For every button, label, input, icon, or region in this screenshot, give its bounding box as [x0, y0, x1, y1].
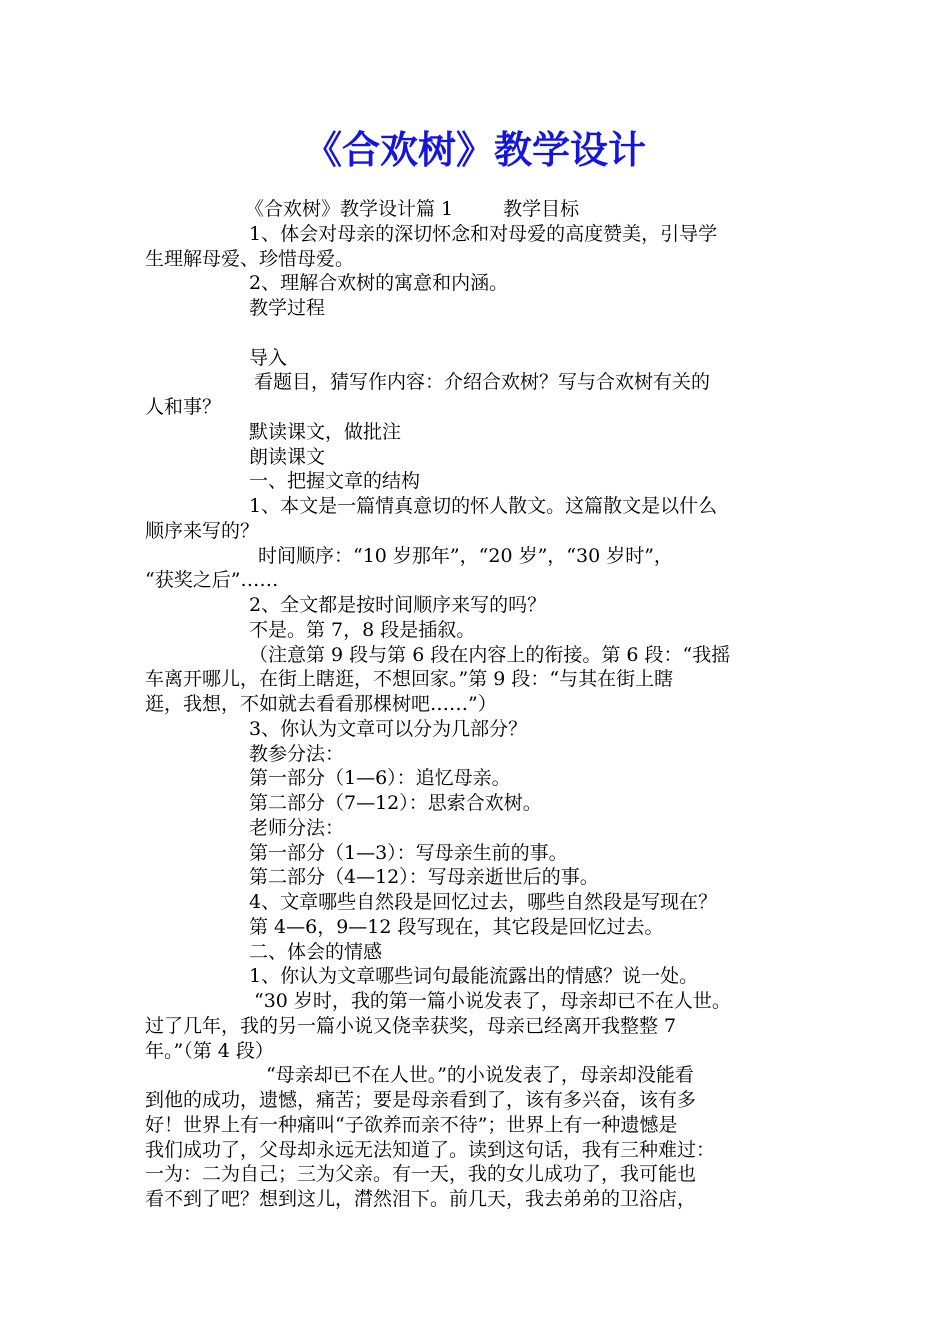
paragraph-line: 第二部分（7—12）：思索合欢树。 [249, 792, 542, 814]
document-body [145, 197, 810, 1212]
document-title: 《合欢树》教学设计 [303, 128, 646, 172]
paragraph-line: “获奖之后”…… [145, 569, 279, 592]
paragraph-line: 生理解母爱、珍惜母爱。 [145, 247, 355, 270]
paragraph-line: 年。”（第 4 段） [145, 1039, 274, 1062]
paragraph-line: “母亲却已不在人世。”的小说发表了，母亲却没能看 [266, 1064, 694, 1087]
paragraph-line: 看题目，猜写作内容：介绍合欢树？写与合欢树有关的 [254, 371, 711, 394]
subheading-objectives: 教学目标 [503, 198, 580, 220]
paragraph-line: 3、你认为文章可以分为几部分？ [249, 717, 528, 740]
paragraph-line: 逛，我想，不如就去看看那棵树吧……”） [145, 693, 497, 715]
section-heading: 《合欢树》教学设计篇 1 [245, 198, 454, 220]
paragraph-line: 顺序来写的？ [145, 519, 260, 542]
paragraph-line: 2、理解合欢树的寓意和内涵。 [249, 272, 509, 295]
paragraph-line: 老师分法： [249, 816, 345, 839]
paragraph-line: 第 4—6，9—12 段写现在，其它段是回忆过去。 [249, 915, 664, 938]
paragraph-line: 我们成功了，父母却永远无法知道了。读到这句话，我有三种难过： [145, 1138, 716, 1161]
paragraph-line: 好！世界上有一种痛叫“子欲养而亲不待”；世界上有一种遗憾是 [145, 1113, 678, 1136]
paragraph-line: 1、体会对母亲的深切怀念和对母爱的高度赞美，引导学 [249, 222, 718, 245]
paragraph-line: 一为：二为自己；三为父亲。有一天，我的女儿成功了，我可能也 [145, 1163, 697, 1186]
paragraph-line: 过了几年，我的另一篇小说又侥幸获奖，母亲已经离开我整整 7 [145, 1014, 677, 1037]
paragraph-line: 看不到了吧？想到这儿，潸然泪下。前几天，我去弟弟的卫浴店， [145, 1188, 697, 1210]
blank-line [145, 321, 810, 346]
paragraph-line: 教参分法： [249, 742, 345, 765]
paragraph-line: 1、你认为文章哪些词句最能流露出的情感？说一处。 [249, 965, 699, 988]
paragraph-line: 不是。第 7，8 段是插叙。 [249, 618, 476, 641]
section-heading-line [145, 197, 810, 222]
paragraph-line: 第一部分（1—6）：追忆母亲。 [249, 767, 511, 790]
paragraph-line: 默读课文，做批注 [249, 420, 402, 443]
paragraph-line: 时间顺序：“10 岁那年”，“20 岁”，“30 岁时”， [258, 544, 673, 567]
paragraph-line: 1、本文是一篇情真意切的怀人散文。这篇散文是以什么 [249, 495, 718, 517]
paragraph-line: 4、文章哪些自然段是回忆过去，哪些自然段是写现在？ [249, 891, 718, 913]
paragraph-line: 二、体会的情感 [249, 940, 383, 963]
paragraph-line: 人和事？ [145, 396, 222, 418]
paragraph-line: “30 岁时，我的第一篇小说发表了，母亲却已不在人世。 [254, 990, 731, 1012]
paragraph-line: 2、全文都是按时间顺序来写的吗？ [249, 594, 547, 616]
paragraph-line: 一、把握文章的结构 [249, 470, 421, 493]
paragraph-line: 朗读课文 [249, 445, 326, 468]
paragraph-line: 第一部分（1—3）：写母亲生前的事。 [249, 841, 568, 864]
paragraph-line: 车离开哪儿，在街上瞎逛，不想回家。”第 9 段：“与其在街上瞎 [145, 668, 674, 691]
paragraph-line: 第二部分（4—12）：写母亲逝世后的事。 [249, 866, 599, 889]
paragraph-line: 到他的成功，遗憾，痛苦；要是母亲看到了，该有多兴奋，该有多 [145, 1089, 697, 1111]
paragraph-line: （注意第 9 段与第 6 段在内容上的衔接。第 6 段：“我摇 [249, 643, 731, 666]
paragraph-line: 导入 [249, 346, 288, 369]
paragraph-line: 教学过程 [249, 297, 326, 319]
